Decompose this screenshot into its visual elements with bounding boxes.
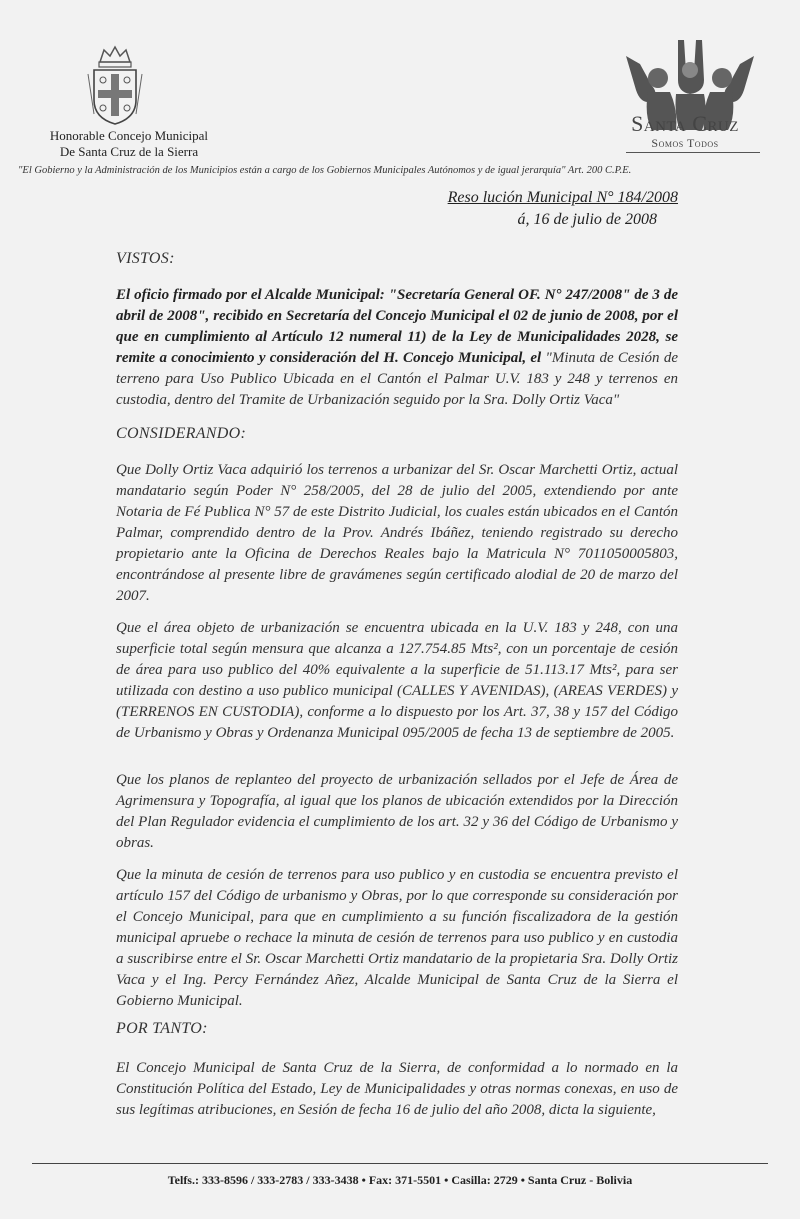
- footer-divider: [32, 1163, 768, 1164]
- constitution-quote: "El Gobierno y la Administración de los Municipios están a cargo de los Gobiernos Municipales Autónomos y de igual jerarquía" Art. 200 C.P.E.: [18, 165, 632, 176]
- council-name-line2: De Santa Cruz de la Sierra: [59, 144, 199, 159]
- considerando-paragraph-1: Que Dolly Ortiz Vaca adquirió los terrenos a urbanizar del Sr. Oscar Marchetti Ortiz, actual mandatario según Poder N° 258/2005, del 28 de julio del 2005, extendiendo por ante Notaria de Fé Publica N° 57 de este Distrito Judicial, los cuales están ubicados en el Cantón Palmar, comprendido dentro de la Prov. Andrés Ibáñez, teniendo registrado su derecho propietario ante la Oficina de Derechos Reales bajo la Matricula N° 7011050005803, encontrándose al presente libre de gravámenes según certificado alodial de 20 de marzo del 2007.: [116, 462, 678, 604]
- brand-name-text: Santa Cruz: [631, 111, 739, 136]
- brand-name: [600, 112, 770, 136]
- coat-of-arms-icon: [86, 44, 144, 126]
- resolution-date: á, 16 de julio de 2008: [517, 211, 657, 228]
- vistos-heading: VISTOS:: [116, 250, 175, 267]
- vistos-plain-text: "Minuta de Cesión de terreno para Uso Publico Ubicada en el Cantón el Palmar U.V. 183 y 248 y terrenos en custodia, dentro del Tramite de Urbanización seguido por la Sra. Dolly Ortiz Vaca": [116, 350, 678, 408]
- portanto-paragraph: El Concejo Municipal de Santa Cruz de la Sierra, de conformidad a lo normado en la Constitución Política del Estado, Ley de Municipalidades y otras normas conexas, en uso de sus legítimas atribuciones, en Sesión de fecha 16 de julio del año 2008, dicta la siguiente,: [116, 1060, 678, 1118]
- vistos-bold-text: El oficio firmado por el Alcalde Municipal: "Secretaría General OF. N° 247/2008" de 3 de abril de 2008", recibido en Secretaría del Concejo Municipal el 02 de junio de 2008, por el que en cumplimiento al Artículo 12 numeral 11) de la Ley de Municipalidades 2028, se remite a conocimiento y consideración del H. Concejo Municipal, el: [116, 287, 678, 366]
- resolution-title: Reso lución Municipal N° 184/2008: [447, 189, 678, 206]
- brand-slogan: Somos Todos: [651, 136, 719, 150]
- vistos-paragraph: [116, 285, 678, 411]
- considerando-paragraph-2: Que el área objeto de urbanización se encuentra ubicada en la U.V. 183 y 248, con una superficie total según mensura que alcanza a 127.754.85 Mts², con un porcentaje de cesión de área para uso publico del 40% equivalente a la superficie de 51.113.17 Mts², para ser utilizada con destino a uso publico municipal (CALLES Y AVENIDAS), (AREAS VERDES) y (TERRENOS EN CUSTODIA), conforme a lo dispuesto por los Art. 37, 38 y 157 del Código de Urbanismo y Obras y Ordenanza Municipal 095/2005 de fecha 13 de septiembre de 2005.: [116, 620, 678, 741]
- considerando-paragraph-4: Que la minuta de cesión de terrenos para uso publico y en custodia se encuentra previsto el artículo 157 del Código de urbanismo y Obras, por lo que corresponde su consideración por el Concejo Municipal, para que en cumplimiento a su función fiscalizadora de la gestión municipal apruebe o rechace la minuta de cesión de terrenos para uso publico y en custodia a suscribirse entre el Sr. Oscar Marchetti Ortiz mandatario de la propietaria Sra. Dolly Ortiz Vaca y el Ing. Percy Fernández Añez, Alcalde Municipal de Santa Cruz de la Sierra el Gobierno Municipal.: [116, 867, 678, 1009]
- footer-contact: Telfs.: 333-8596 / 333-2783 / 333-3438 • Fax: 371-5501 • Casilla: 2729 • Santa Cruz - Bolivia: [167, 1173, 633, 1187]
- brand-divider: [626, 152, 760, 153]
- council-name-line1: Honorable Concejo Municipal: [49, 128, 209, 143]
- council-name: [24, 128, 234, 160]
- considerando-heading: CONSIDERANDO:: [116, 425, 247, 442]
- portanto-heading: POR TANTO:: [116, 1020, 208, 1037]
- considerando-paragraph-3: Que los planos de replanteo del proyecto de urbanización sellados por el Jefe de Área de Agrimensura y Topografía, al igual que los planos de ubicación extendidos por la Dirección del Plan Regulador evidencia el cumplimiento de los art. 32 y 36 del Código de Urbanismo y obras.: [116, 772, 678, 851]
